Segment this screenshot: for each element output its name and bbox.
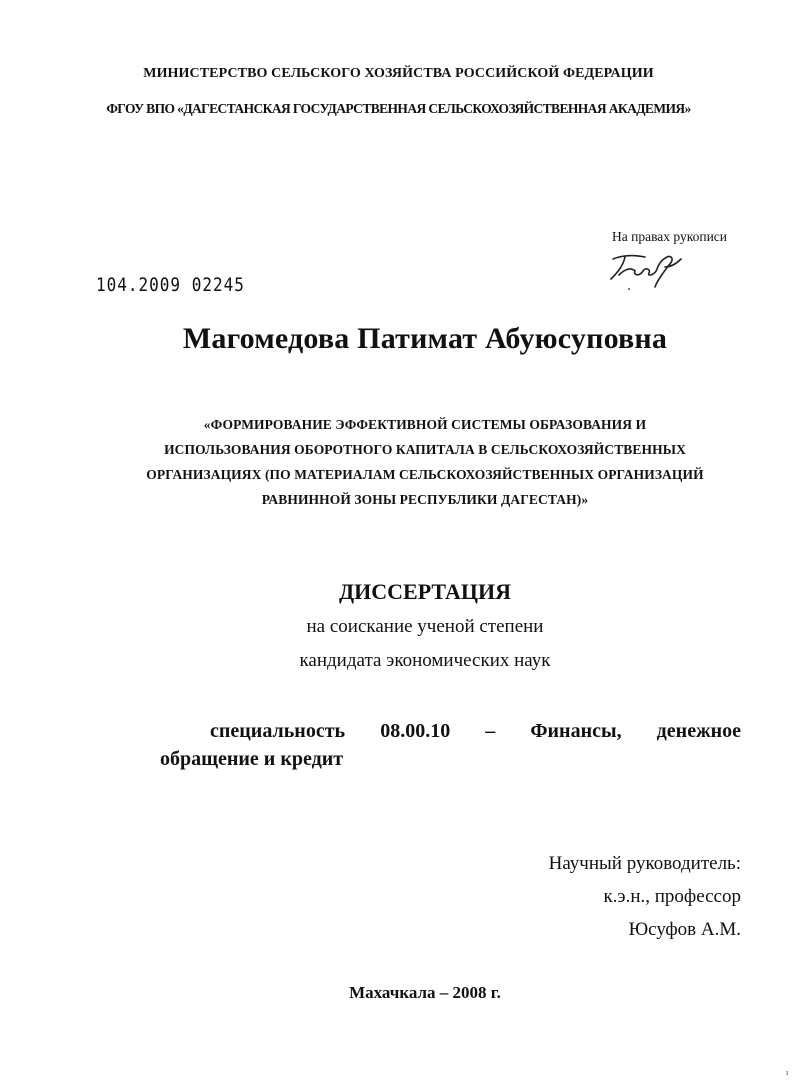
specialty-word: специальность: [210, 720, 346, 742]
page-mark: ı: [786, 1068, 789, 1077]
supervisor-name: Юсуфов А.М.: [628, 919, 741, 940]
title-line: ОРГАНИЗАЦИЯХ (ПО МАТЕРИАЛАМ СЕЛЬСКОХОЗЯЙСТВЕННЫХ ОРГАНИЗАЦИЙ: [146, 467, 704, 482]
title-line: ИСПОЛЬЗОВАНИЯ ОБОРОТНОГО КАПИТАЛА В СЕЛЬСКОХОЗЯЙСТВЕННЫХ: [164, 442, 686, 457]
title-line: РАВНИННОЙ ЗОНЫ РЕСПУБЛИКИ ДАГЕСТАН)»: [261, 492, 589, 507]
title-line: «ФОРМИРОВАНИЕ ЭФФЕКТИВНОЙ СИСТЕМЫ ОБРАЗОВАНИЯ И: [203, 417, 647, 432]
specialty-line-2: обращение и кредит: [160, 748, 344, 770]
specialty-block: [160, 717, 741, 773]
supervisor-block: [549, 847, 741, 946]
specialty-word: Финансы,: [530, 720, 622, 742]
degree-line-1: на соискание ученой степени: [306, 616, 544, 637]
specialty-code: 08.00.10: [380, 720, 451, 742]
degree-line-2: кандидата экономических наук: [299, 650, 551, 671]
author-name: Магомедова Патимат Абуюсуповна: [182, 322, 668, 355]
registration-number: 104.2009 02245: [96, 273, 245, 296]
supervisor-label: Научный руководитель:: [548, 853, 741, 874]
ministry-heading: МИНИСТЕРСТВО СЕЛЬСКОГО ХОЗЯЙСТВА РОССИЙСКОЙ ФЕДЕРАЦИИ: [143, 66, 654, 81]
manuscript-note: На правах рукописи: [612, 229, 728, 244]
handwritten-signature: [605, 245, 695, 293]
specialty-dash: –: [485, 720, 496, 742]
academy-heading: ФГОУ ВПО «ДАГЕСТАНСКАЯ ГОСУДАРСТВЕННАЯ СЕЛЬСКОХОЗЯЙСТВЕННАЯ АКАДЕМИЯ»: [106, 101, 691, 116]
supervisor-credentials: к.э.н., профессор: [603, 886, 741, 907]
dissertation-title: [100, 412, 750, 512]
specialty-word: денежное: [656, 720, 741, 742]
city-year: Махачкала – 2008 г.: [349, 983, 501, 1002]
document-type: ДИССЕРТАЦИЯ: [339, 579, 511, 604]
